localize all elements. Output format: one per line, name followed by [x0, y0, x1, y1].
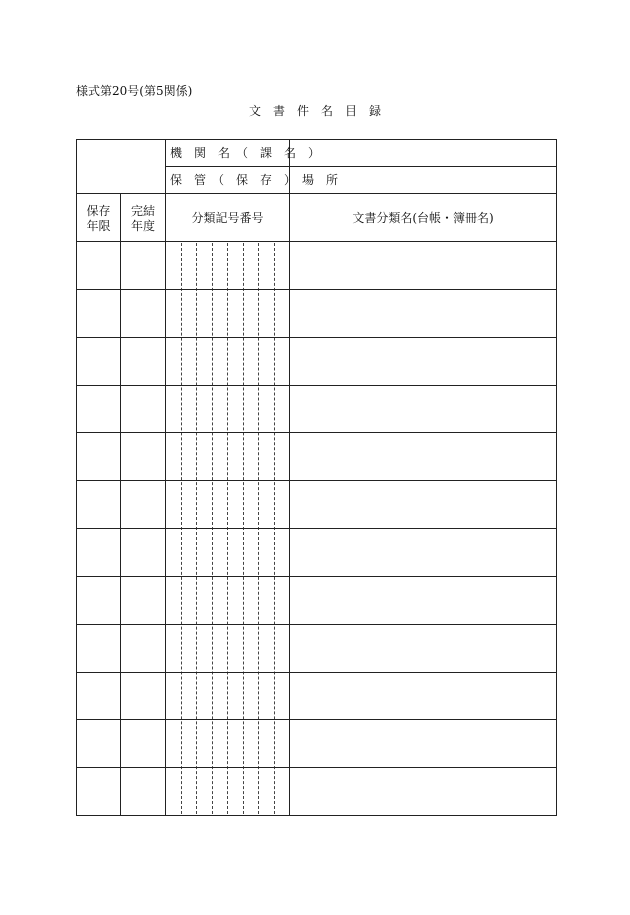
row-divider	[76, 385, 557, 386]
row-divider	[76, 528, 557, 529]
document-title: 文 書 件 名 目 録	[248, 104, 381, 118]
completion-year-header-line2: 年度	[130, 219, 155, 233]
classification-code-header: 分類記号番号	[191, 211, 264, 225]
table-row	[76, 289, 557, 337]
form-number: 様式第20号(第5関係)	[76, 84, 193, 98]
table-row	[76, 337, 557, 385]
row-divider	[76, 337, 557, 338]
table-row	[76, 767, 557, 815]
agency-name-label: 機 関 名 （ 課 名 ）	[170, 146, 321, 160]
row-divider	[76, 624, 557, 625]
row-divider	[76, 480, 557, 481]
table-row	[76, 576, 557, 624]
retention-period-header	[77, 204, 120, 234]
completion-year-header-line1: 完結	[130, 204, 155, 218]
table-row	[76, 528, 557, 576]
agency-row-divider	[165, 166, 557, 167]
table-row	[76, 672, 557, 720]
table-row	[76, 719, 557, 767]
table-row	[76, 480, 557, 528]
row-divider	[76, 432, 557, 433]
table-row	[76, 624, 557, 672]
table-row	[76, 385, 557, 433]
document-list-table	[76, 139, 557, 816]
retention-period-header-line2: 年限	[86, 219, 111, 233]
row-divider	[76, 672, 557, 673]
table-row	[76, 241, 557, 289]
row-divider	[76, 576, 557, 577]
row-divider	[76, 289, 557, 290]
row-divider	[76, 767, 557, 768]
table-bottom-border	[76, 815, 557, 816]
retention-period-header-line1: 保存	[86, 204, 111, 218]
document-classification-name-header: 文書分類名(台帳・簿冊名)	[352, 211, 494, 225]
header-top-divider	[76, 193, 557, 194]
row-divider	[76, 719, 557, 720]
table-top-border	[76, 139, 557, 140]
storage-location-label: 保 管 （ 保 存 ） 場 所	[170, 173, 339, 187]
table-row	[76, 432, 557, 480]
completion-year-header	[121, 204, 165, 234]
